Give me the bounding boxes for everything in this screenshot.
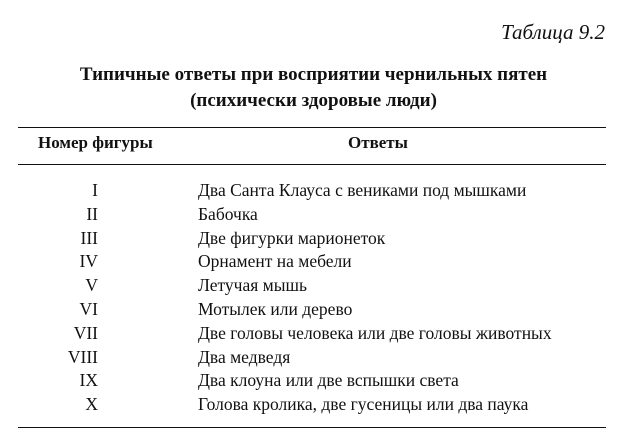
table-label: Таблица 9.2 (501, 20, 605, 44)
answer-text: Голова кролика, две гусеницы или два паука (198, 394, 529, 415)
table-title-line-1: Типичные ответы при восприятии чернильных пятен (79, 64, 548, 85)
figure-number: I (92, 180, 98, 200)
figure-number: X (85, 394, 98, 415)
figure-number: II (86, 203, 98, 224)
answer-text: Два Санта Клауса с вениками под мышками (198, 180, 527, 200)
figure-number: V (85, 275, 98, 296)
answer-text: Мотылек или дерево (198, 298, 353, 319)
table-row (18, 180, 606, 204)
answer-text: Две фигурки марионеток (198, 227, 386, 248)
table-row (18, 370, 606, 394)
table-title (0, 62, 627, 114)
column-header-figure-number: Номер фигуры (38, 133, 153, 152)
table-row (18, 275, 606, 299)
figure-number: III (80, 227, 98, 248)
answer-text: Бабочка (198, 203, 258, 224)
figure-number: VII (73, 322, 98, 343)
answer-text: Орнамент на мебели (198, 251, 352, 272)
top-rule (18, 127, 606, 128)
table-row (18, 394, 606, 418)
bottom-rule (18, 427, 606, 428)
table-row (18, 228, 606, 252)
answer-text: Два медведя (198, 346, 291, 367)
figure-number: VI (79, 298, 98, 319)
header-rule (18, 164, 606, 165)
table-header (18, 133, 606, 157)
table-row (18, 323, 606, 347)
table-row (18, 299, 606, 323)
answer-text: Летучая мышь (198, 275, 307, 296)
table-row (18, 251, 606, 275)
table-title-line-2: (психически здоровые люди) (190, 90, 437, 111)
table-body (18, 180, 606, 418)
figure-number: IV (79, 251, 98, 272)
column-header-answers: Ответы (348, 133, 408, 152)
table-row (18, 204, 606, 228)
answer-text: Два клоуна или две вспышки света (198, 370, 459, 391)
table-row (18, 347, 606, 371)
answer-text: Две головы человека или две головы животных (198, 322, 552, 343)
figure-number: IX (79, 370, 98, 391)
figure-number: VIII (67, 346, 98, 367)
